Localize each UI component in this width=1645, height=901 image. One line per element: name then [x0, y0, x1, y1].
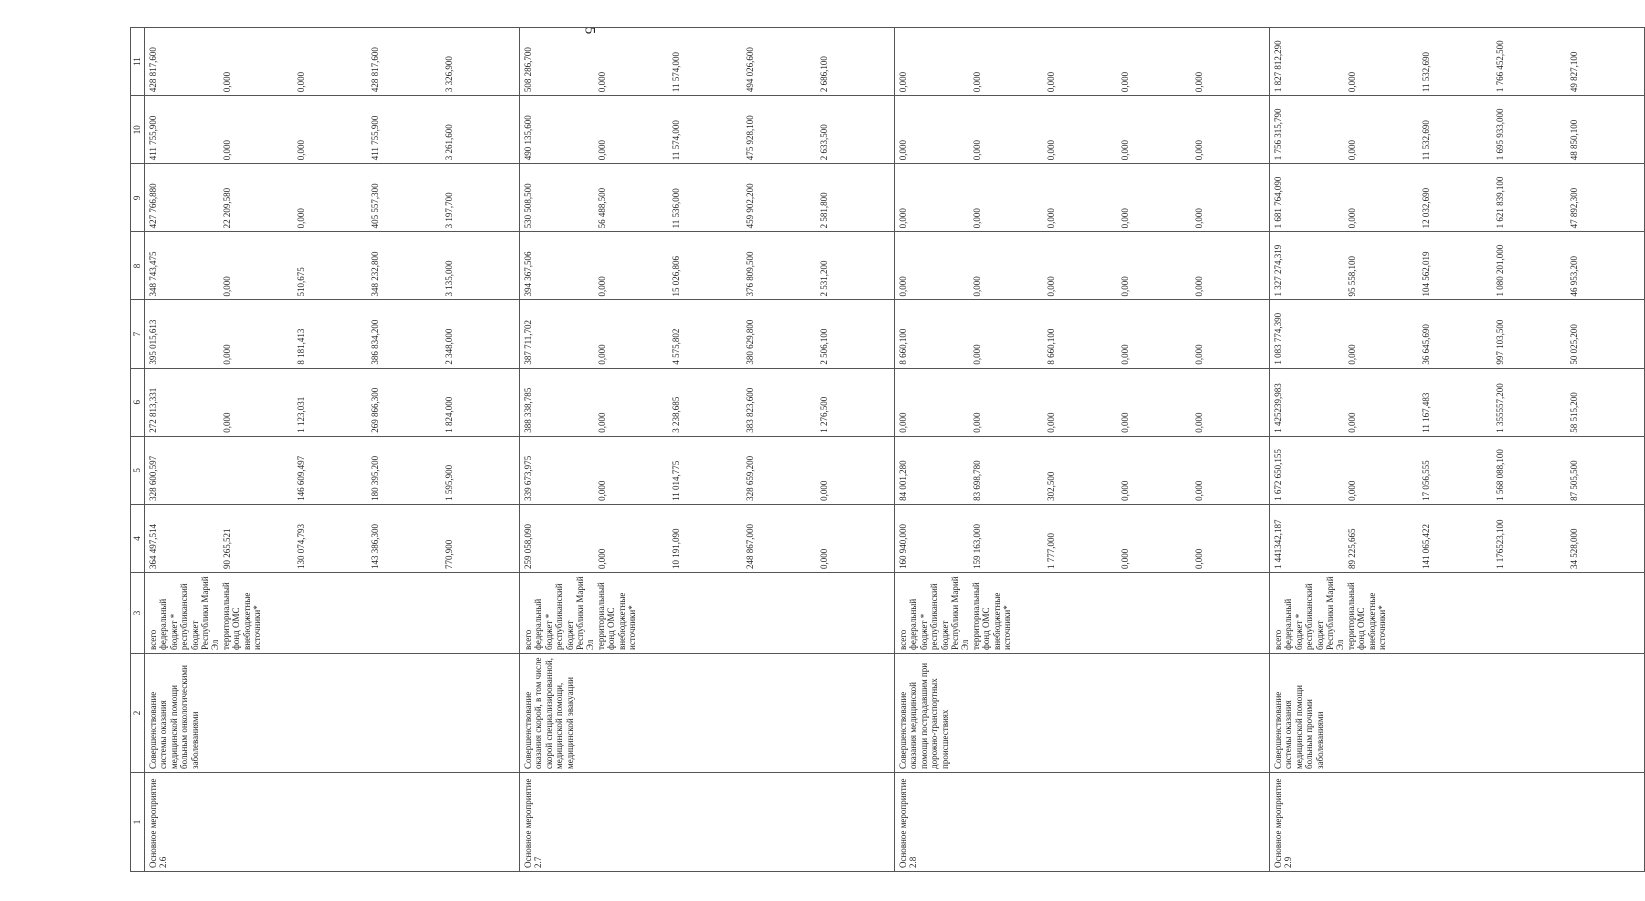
amount-cell — [895, 164, 1270, 232]
amount-value: 3 326,900 — [444, 56, 454, 93]
amount-value: 395 015,613 — [148, 319, 158, 365]
amount-value: 89 225,665 — [1347, 528, 1357, 569]
funding-source-label: внебюджетные источники* — [1366, 592, 1388, 650]
funding-source-label: внебюджетные источники* — [241, 592, 263, 650]
amount-cell — [520, 232, 895, 300]
funding-sources — [520, 573, 895, 654]
amount-value: 2 686,100 — [819, 56, 829, 93]
amount-value: 475 928,100 — [745, 115, 755, 161]
amount-cell — [520, 96, 895, 164]
amount-cell — [520, 368, 895, 436]
amount-value: 8 660,100 — [1046, 328, 1056, 365]
amount-value: 22 209,580 — [222, 187, 232, 229]
amount-value: 0,000 — [1120, 208, 1130, 229]
amount-value: 11 014,775 — [671, 460, 681, 501]
amount-cell — [1270, 368, 1645, 436]
column-number: 9 — [131, 164, 145, 232]
amount-value: 328 659,200 — [745, 455, 755, 501]
amount-value: 0,000 — [1046, 140, 1056, 161]
measure-name: Основное мероприятие 2.6 — [145, 773, 520, 872]
measure-name: Основное мероприятие 2.8 — [895, 773, 1270, 872]
amount-value: 0,000 — [222, 344, 232, 365]
amount-cell — [895, 300, 1270, 368]
amount-value: 1 766 452,500 — [1495, 40, 1505, 93]
amount-value: 0,000 — [1347, 344, 1357, 365]
amount-value: 1 568 088,100 — [1495, 449, 1505, 501]
amount-value: 0,000 — [1046, 412, 1056, 433]
amount-value: 1 621 839,100 — [1495, 176, 1505, 229]
amount-value: 248 867,000 — [745, 524, 755, 569]
amount-value: 0,000 — [1347, 208, 1357, 229]
amount-value: 1 595,900 — [444, 464, 454, 501]
funding-source-label: территориальный фонд ОМС — [1345, 582, 1367, 650]
funding-source-label: федеральный бюджет * — [1283, 598, 1304, 650]
column-number: 11 — [131, 28, 145, 96]
funding-source-label: республиканский бюджет Республики Марий Эл — [179, 576, 221, 650]
amount-value: 130 074,793 — [296, 524, 306, 569]
amount-value: 0,000 — [898, 140, 908, 161]
amount-value: 0,000 — [296, 208, 306, 229]
amount-value: 0,000 — [296, 140, 306, 161]
amount-value: 1 672 650,155 — [1273, 449, 1283, 501]
amount-value: 1 083 774,390 — [1273, 312, 1283, 365]
amount-value: 0,000 — [1347, 412, 1357, 433]
amount-cell — [145, 368, 520, 436]
funding-source-label: внебюджетные источники* — [616, 592, 638, 650]
amount-value: 1 327 274,319 — [1273, 244, 1283, 297]
budget-table — [130, 27, 1645, 872]
funding-source-label: всего — [1273, 629, 1283, 650]
funding-source-label: федеральный бюджет * — [908, 598, 929, 650]
funding-source-label: федеральный бюджет * — [158, 598, 179, 650]
amount-value: 15 026,806 — [671, 256, 681, 297]
funding-sources — [895, 573, 1270, 654]
amount-value: 302,500 — [1046, 471, 1056, 501]
column-number: 8 — [131, 232, 145, 300]
amount-value: 0,000 — [1120, 412, 1130, 433]
amount-cell — [895, 368, 1270, 436]
funding-source-label: республиканский бюджет Республики Марий Эл — [929, 576, 971, 650]
amount-value: 0,000 — [1194, 276, 1204, 297]
amount-value: 49 827,100 — [1569, 51, 1579, 93]
table-row — [520, 28, 895, 872]
amount-value: 386 834,200 — [370, 319, 380, 365]
amount-value: 0,000 — [597, 412, 607, 433]
amount-value: 0,000 — [1120, 140, 1130, 161]
amount-value: 508 286,700 — [523, 47, 533, 93]
amount-value: 0,000 — [972, 140, 982, 161]
amount-value: 1 681 764,090 — [1273, 176, 1283, 229]
amount-value: 0,000 — [1194, 412, 1204, 433]
amount-value: 530 508,500 — [523, 183, 533, 229]
amount-value: 269 866,300 — [370, 387, 380, 433]
amount-value: 2 531,200 — [819, 260, 829, 297]
amount-value: 0,000 — [1194, 140, 1204, 161]
amount-cell — [895, 96, 1270, 164]
amount-value: 0,000 — [1194, 344, 1204, 365]
amount-value: 0,000 — [972, 344, 982, 365]
amount-value: 1 276,500 — [819, 396, 829, 433]
amount-value: 0,000 — [222, 412, 232, 433]
amount-value: 2 506,100 — [819, 328, 829, 365]
amount-value: 0,000 — [1194, 71, 1204, 93]
amount-value: 0,000 — [1347, 480, 1357, 501]
amount-value: 0,000 — [597, 140, 607, 161]
amount-value: 34 528,000 — [1569, 528, 1579, 569]
amount-value: 376 809,500 — [745, 251, 755, 297]
amount-value: 259 058,090 — [523, 524, 533, 569]
funding-source-label: республиканский бюджет Республики Марий Эл — [554, 576, 596, 650]
amount-value: 997 103,500 — [1495, 319, 1505, 365]
amount-value: 1 123,031 — [296, 396, 306, 433]
amount-value: 348 743,475 — [148, 251, 158, 297]
amount-value: 0,000 — [222, 276, 232, 297]
funding-sources — [145, 573, 520, 654]
amount-value: 17 056,555 — [1421, 460, 1431, 501]
table-row — [1270, 28, 1645, 872]
amount-value: 0,000 — [898, 276, 908, 297]
amount-value: 0,000 — [972, 71, 982, 93]
amount-value: 272 813,331 — [148, 387, 158, 433]
amount-value: 1 756 315,790 — [1273, 108, 1283, 161]
amount-cell — [520, 28, 895, 96]
funding-source-label: внебюджетные источники* — [991, 592, 1013, 650]
amount-value: 0,000 — [972, 412, 982, 433]
funding-source-label: территориальный фонд ОМС — [970, 582, 992, 650]
amount-value: 48 850,100 — [1569, 119, 1579, 161]
amount-value: 146 609,497 — [296, 455, 306, 501]
funding-source-label: территориальный фонд ОМС — [220, 582, 242, 650]
amount-value: 1 080 201,000 — [1495, 244, 1505, 297]
amount-value: 1 827 812,290 — [1273, 40, 1283, 93]
amount-value: 0,000 — [819, 548, 829, 569]
amount-value: 0,000 — [597, 71, 607, 93]
amount-value: 1 777,000 — [1046, 533, 1056, 569]
amount-value: 411 755,900 — [148, 115, 158, 161]
amount-value: 58 515,200 — [1569, 392, 1579, 433]
amount-cell — [145, 300, 520, 368]
amount-cell — [145, 164, 520, 232]
amount-value: 0,000 — [898, 208, 908, 229]
page-number: 5 — [580, 26, 597, 35]
table-row — [895, 28, 1270, 872]
amount-value: 0,000 — [1046, 71, 1056, 93]
amount-value: 0,000 — [1194, 480, 1204, 501]
amount-value: 11 167,483 — [1421, 392, 1431, 433]
amount-value: 2 581,800 — [819, 192, 829, 229]
amount-value: 510,675 — [296, 267, 306, 297]
column-number: 1 — [131, 773, 145, 872]
measure-description: Совершенствование системы оказания медицинской помощи больным онкологическими заболеваниями — [145, 654, 520, 773]
amount-value: 0,000 — [1120, 276, 1130, 297]
column-number: 5 — [131, 436, 145, 504]
amount-value: 364 497,514 — [148, 524, 158, 569]
amount-value: 180 395,200 — [370, 455, 380, 501]
amount-value — [222, 440, 296, 501]
amount-value: 328 600,597 — [148, 455, 158, 501]
amount-value: 0,000 — [1046, 208, 1056, 229]
amount-value: 0,000 — [1194, 208, 1204, 229]
column-number: 2 — [131, 654, 145, 773]
amount-value: 427 766,880 — [148, 183, 158, 229]
amount-cell — [520, 504, 895, 572]
amount-value: 0,000 — [597, 548, 607, 569]
amount-value: 1 824,000 — [444, 396, 454, 433]
amount-value: 0,000 — [972, 276, 982, 297]
funding-source-label: федеральный бюджет * — [533, 598, 554, 650]
amount-value: 11 536,000 — [671, 188, 681, 229]
amount-cell — [1270, 164, 1645, 232]
amount-value: 141 065,422 — [1421, 524, 1431, 569]
amount-value: 770,900 — [444, 539, 454, 569]
funding-source-label: всего — [523, 629, 533, 650]
amount-value: 405 557,300 — [370, 183, 380, 229]
amount-value: 1 425239,983 — [1273, 383, 1283, 433]
amount-cell — [520, 436, 895, 504]
amount-cell — [520, 300, 895, 368]
amount-value: 11 532,690 — [1421, 120, 1431, 161]
amount-value: 380 629,800 — [745, 319, 755, 365]
amount-value: 2 348,000 — [444, 328, 454, 365]
column-number: 6 — [131, 368, 145, 436]
measure-name: Основное мероприятие 2.9 — [1270, 773, 1645, 872]
amount-cell — [145, 232, 520, 300]
amount-value: 490 135,600 — [523, 115, 533, 161]
amount-value: 84 001,280 — [898, 460, 908, 501]
amount-value: 0,000 — [1120, 548, 1130, 569]
amount-value: 104 562,019 — [1421, 251, 1431, 297]
measure-name: Основное мероприятие 2.7 — [520, 773, 895, 872]
amount-value: 388 338,785 — [523, 387, 533, 433]
amount-value: 387 711,702 — [523, 319, 533, 365]
amount-value: 0,000 — [222, 71, 232, 93]
amount-value: 0,000 — [819, 480, 829, 501]
measure-description: Совершенствование оказания медицинской помощи пострадавшим при дорожно-транспортных происшествиях — [895, 654, 1270, 773]
column-number-row — [131, 28, 145, 872]
amount-value: 3 135,000 — [444, 260, 454, 297]
amount-value: 339 673,975 — [523, 455, 533, 501]
amount-value: 0,000 — [1347, 140, 1357, 161]
amount-value: 0,000 — [222, 140, 232, 161]
amount-value: 459 902,200 — [745, 183, 755, 229]
amount-cell — [895, 28, 1270, 96]
amount-cell — [145, 436, 520, 504]
funding-sources — [1270, 573, 1645, 654]
amount-value: 1 355557,200 — [1495, 383, 1505, 433]
amount-value: 1 695 933,000 — [1495, 108, 1505, 161]
amount-value: 36 645,690 — [1421, 324, 1431, 365]
amount-value: 0,000 — [597, 344, 607, 365]
amount-value: 143 386,300 — [370, 524, 380, 569]
amount-value: 428 817,600 — [148, 47, 158, 93]
amount-cell — [1270, 96, 1645, 164]
measure-description: Совершенствование оказания скорой, в том числе скорой специализированной, медицинской помощи, медицинской эвакуации — [520, 654, 895, 773]
amount-value: 0,000 — [898, 412, 908, 433]
funding-source-label: республиканский бюджет Республики Марий Эл — [1304, 576, 1346, 650]
table-body — [145, 28, 1645, 872]
funding-source-label: всего — [898, 629, 908, 650]
amount-value: 47 892,300 — [1569, 187, 1579, 229]
amount-cell — [145, 504, 520, 572]
amount-value: 0,000 — [898, 71, 908, 93]
amount-value: 1 176523,100 — [1495, 519, 1505, 569]
amount-value: 428 817,600 — [370, 47, 380, 93]
rotated-table-area — [130, 27, 1579, 872]
amount-cell — [1270, 300, 1645, 368]
amount-value: 0,000 — [597, 276, 607, 297]
amount-value: 90 265,521 — [222, 528, 232, 569]
amount-value: 0,000 — [1120, 71, 1130, 93]
amount-value: 0,000 — [597, 480, 607, 501]
column-number: 10 — [131, 96, 145, 164]
amount-cell — [1270, 28, 1645, 96]
amount-value: 394 367,506 — [523, 251, 533, 297]
amount-value: 56 488,500 — [597, 187, 607, 229]
amount-cell — [895, 232, 1270, 300]
amount-cell — [145, 96, 520, 164]
amount-value: 0,000 — [1347, 71, 1357, 93]
amount-value: 0,000 — [1046, 276, 1056, 297]
amount-value: 0,000 — [1120, 344, 1130, 365]
column-number: 4 — [131, 504, 145, 572]
amount-value: 2 633,500 — [819, 124, 829, 161]
amount-value: 0,000 — [1194, 548, 1204, 569]
amount-value: 11 574,000 — [671, 51, 681, 93]
measure-description: Совершенствование системы оказания медицинской помощи больным прочими заболеваниями — [1270, 654, 1645, 773]
amount-value: 87 505,500 — [1569, 460, 1579, 501]
table-row — [145, 28, 520, 872]
amount-value: 50 025,200 — [1569, 324, 1579, 365]
amount-cell — [895, 504, 1270, 572]
amount-value: 3 261,600 — [444, 124, 454, 161]
amount-value: 494 026,600 — [745, 47, 755, 93]
amount-value: 0,000 — [1120, 480, 1130, 501]
amount-value: 11 532,690 — [1421, 51, 1431, 93]
amount-cell — [1270, 436, 1645, 504]
amount-value: 160 940,000 — [898, 524, 908, 569]
amount-value: 10 191,090 — [671, 528, 681, 569]
funding-source-label: территориальный фонд ОМС — [595, 582, 617, 650]
funding-source-label: всего — [148, 629, 158, 650]
amount-cell — [145, 28, 520, 96]
amount-cell — [1270, 504, 1645, 572]
column-number: 3 — [131, 573, 145, 654]
amount-cell — [895, 436, 1270, 504]
amount-value: 0,000 — [972, 208, 982, 229]
amount-value: 3 238,685 — [671, 396, 681, 433]
amount-value: 83 698,780 — [972, 460, 982, 501]
amount-cell — [520, 164, 895, 232]
amount-value: 3 197,700 — [444, 192, 454, 229]
amount-value: 95 558,100 — [1347, 256, 1357, 297]
amount-value: 4 575,802 — [671, 328, 681, 365]
amount-value: 0,000 — [296, 71, 306, 93]
amount-value: 8 181,413 — [296, 328, 306, 365]
amount-value: 411 755,900 — [370, 115, 380, 161]
amount-cell — [1270, 232, 1645, 300]
amount-value: 383 823,600 — [745, 387, 755, 433]
amount-value: 159 163,000 — [972, 524, 982, 569]
amount-value: 348 232,800 — [370, 251, 380, 297]
amount-value: 11 574,000 — [671, 120, 681, 161]
amount-value: 12 032,690 — [1421, 187, 1431, 229]
amount-value: 1 441342,187 — [1273, 519, 1283, 569]
amount-value: 46 953,200 — [1569, 256, 1579, 297]
amount-value: 8 660,100 — [898, 328, 908, 365]
column-number: 7 — [131, 300, 145, 368]
